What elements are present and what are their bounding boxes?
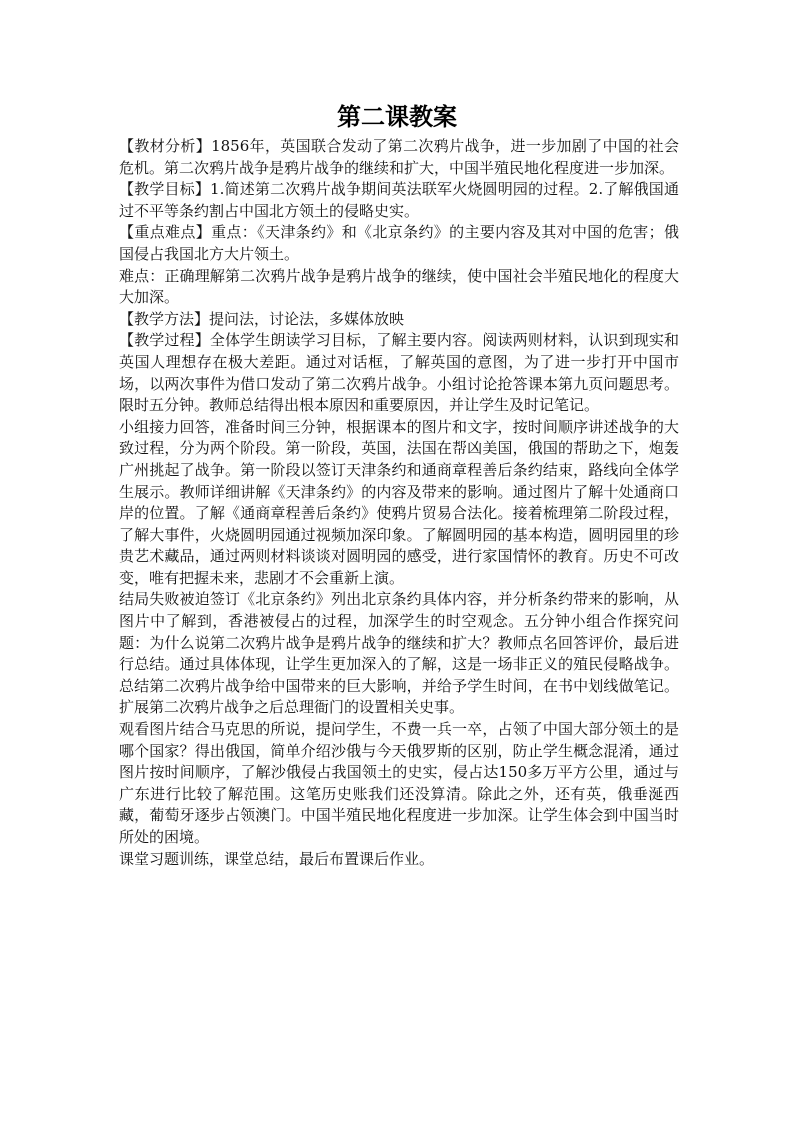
paragraph-teaching-process: 【教学过程】全体学生朗读学习目标，了解主要内容。阅读两则材料，认识到现实和英国人理想存在极大差距。通过对话框，了解英国的意图，为了进一步打开中国市场，以两次事件为借口发动了第二次鸦片战争。小组讨论抢答课本第九页问题思考。限时五分钟。教师总结得出根本原因和重要原因，并让学生及时记笔记。: [119, 331, 679, 415]
paragraph-summary: 课堂习题训练，课堂总结，最后布置课后作业。: [119, 849, 435, 868]
paragraph-key-points: 【重点难点】重点：《天津条约》和《北京条约》的主要内容及其对中国的危害；俄国侵占我国北方大片领土。: [119, 223, 679, 263]
paragraph-textbook-analysis: 【教材分析】1856年，英国联合发动了第二次鸦片战争，进一步加剧了中国的社会危机。第二次鸦片战争是鸦片战争的继续和扩大，中国半殖民地化程度进一步加深。: [119, 137, 679, 177]
paragraph-teaching-methods: 【教学方法】提问法，讨论法，多媒体放映: [119, 309, 405, 328]
paragraph-teaching-objectives: 【教学目标】1.简述第二次鸦片战争期间英法联军火烧圆明园的过程。2.了解俄国通过不平等条约割占中国北方领土的侵略史实。: [119, 180, 679, 220]
paragraph-beijing-treaty: 结局失败被迫签订《北京条约》列出北京条约具体内容，并分析条约带来的影响，从图片中了解到，香港被侵占的过程，加深学生的时空观念。五分钟小组合作探究问题：为什么说第二次鸦片战争是鸦片战争的继续和扩大？教师点名回答评价，最后进行总结。通过具体体现，让学生更加深入的了解，这是一场非正义的殖民侵略战争。总结第二次鸦片战争给中国带来的巨大影响，并给予学生时间，在书中划线做笔记。扩展第二次鸦片战争之后总理衙门的设置相关史事。: [119, 590, 679, 717]
document-body: [119, 136, 679, 870]
page-title: 第二课教案: [337, 102, 457, 131]
paragraph-war-process: 小组接力回答，准备时间三分钟，根据课本的图片和文字，按时间顺序讲述战争的大致过程，分为两个阶段。第一阶段，英国，法国在帮凶美国，俄国的帮助之下，炮轰广州挑起了战争。第一阶段以签订天津条约和通商章程善后条约结束，路线向全体学生展示。教师详细讲解《天津条约》的内容及带来的影响。通过图片了解十处通商口岸的位置。了解《通商章程善后条约》使鸦片贸易合法化。接着梳理第二阶段过程，了解大事件，火烧圆明园通过视频加深印象。了解圆明园的基本构造，圆明园里的珍贵艺术藏品，通过两则材料谈谈对圆明园的感受，进行家国情怀的教育。历史不可改变，唯有把握未来，悲剧才不会重新上演。: [119, 417, 679, 587]
paragraph-russia-territory: 观看图片结合马克思的所说，提问学生，不费一兵一卒，占领了中国大部分领土的是哪个国家？得出俄国，简单介绍沙俄与今天俄罗斯的区别，防止学生概念混淆，通过图片按时间顺序，了解沙俄侵占我国领土的史实，侵占达150多万平方公里，通过与广东进行比较了解范围。这笔历史账我们还没算清。除此之外，还有英，俄垂涎西藏，葡萄牙逐步占领澳门。中国半殖民地化程度进一步加深。让学生体会到中国当时所处的困境。: [119, 720, 679, 846]
paragraph-difficulties: 难点：正确理解第二次鸦片战争是鸦片战争的继续，使中国社会半殖民地化的程度大大加深。: [119, 266, 679, 307]
